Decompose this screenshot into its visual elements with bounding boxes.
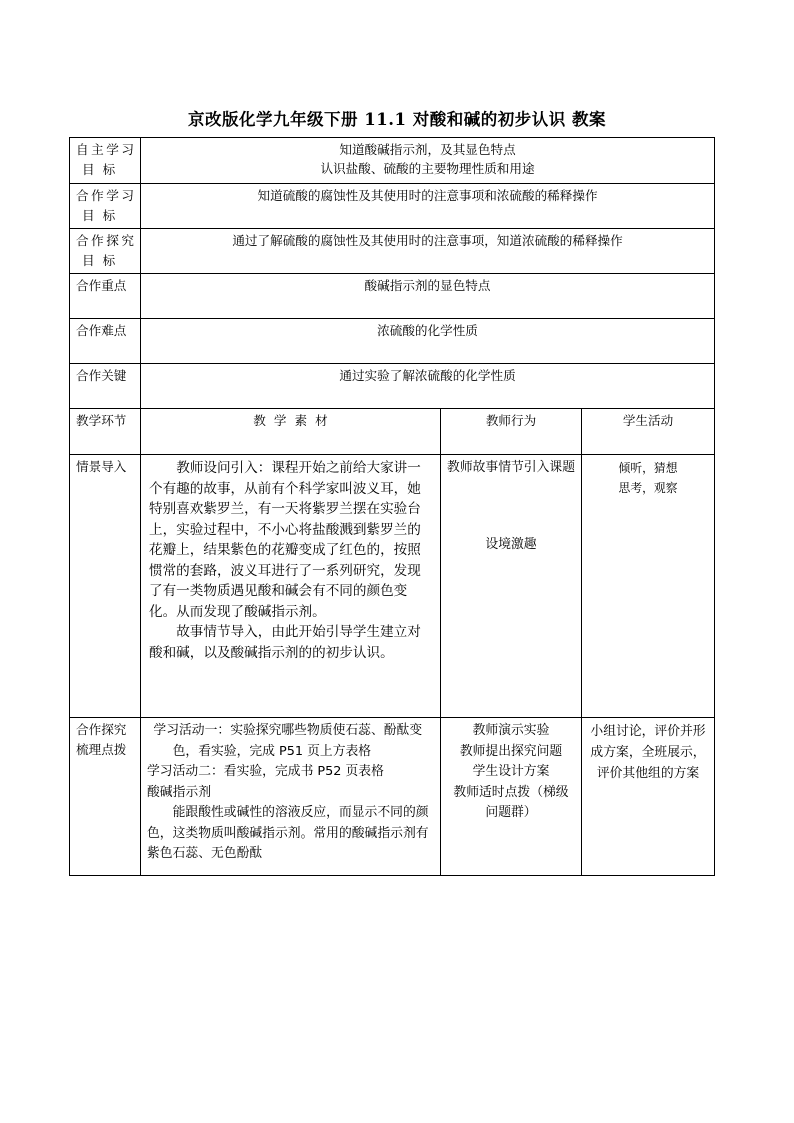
row-text: 浓硫酸的化学性质 xyxy=(377,323,478,338)
row-label-line2: 目标 xyxy=(82,208,124,223)
row-label: 合作难点 xyxy=(70,319,141,364)
row-label-line2: 目标 xyxy=(82,253,124,268)
row-content xyxy=(141,138,715,184)
student-cell xyxy=(582,718,715,876)
teacher-text: 教师演示实验 xyxy=(472,723,550,738)
activity-text: 酸碱指示剂 xyxy=(147,784,211,800)
table-header-row xyxy=(70,409,715,455)
student-cell xyxy=(582,455,715,718)
table-row xyxy=(70,455,715,718)
row-label xyxy=(70,184,141,229)
student-text: 小组讨论，评价并形成方案，全班展示，评价其他组的方案 xyxy=(590,724,706,781)
row-label-line1: 合作探究 xyxy=(76,722,127,737)
row-text: 认识盐酸、硫酸的主要物理性质和用途 xyxy=(320,161,535,176)
activity-text: 学习活动一：实验探究哪些物质使石蕊、酚酞变色，看实验，完成 P51 页上方表格 xyxy=(153,723,423,759)
table-row xyxy=(70,229,715,274)
row-label-line1: 自主学习 xyxy=(76,142,134,157)
row-text: 知道酸碱指示剂，及其显色特点 xyxy=(339,142,516,157)
table-row xyxy=(70,364,715,409)
table-row xyxy=(70,274,715,319)
lesson-plan-table xyxy=(69,137,715,876)
material-cell xyxy=(141,718,441,876)
header-cell: 教学环节 xyxy=(70,409,141,455)
teacher-text: 教师提出探究问题 xyxy=(459,743,563,759)
material-paragraph: 故事情节导入，由此开始引导学生建立对酸和碱，以及酸碱指示剂的的初步认识。 xyxy=(149,624,421,661)
student-text: 倾听，猜想 xyxy=(618,461,678,475)
table-row xyxy=(70,718,715,876)
header-cell: 教师行为 xyxy=(441,409,582,455)
student-text: 思考，观察 xyxy=(618,481,678,495)
table-row xyxy=(70,138,715,184)
header-cell: 教 学 素 材 xyxy=(141,409,441,455)
teacher-text: 学生设计方案 xyxy=(472,764,550,779)
row-label-line1: 合作探究 xyxy=(76,233,134,248)
row-label-line2: 梳理点拨 xyxy=(76,742,127,757)
activity-text: 能跟酸性或碱性的溶液反应，而显示不同的颜色，这类物质叫酸碱指示剂。常用的酸碱指示剂有紫色石蕊、无色酚酞 xyxy=(147,805,429,861)
row-label: 合作重点 xyxy=(70,274,141,319)
material-cell xyxy=(141,455,441,718)
row-content xyxy=(141,364,715,409)
row-text: 酸碱指示剂的显色特点 xyxy=(364,278,491,293)
page-title: 京改版化学九年级下册 11.1 对酸和碱的初步认识 教案 xyxy=(188,110,606,129)
row-text: 通过了解硫酸的腐蚀性及其使用时的注意事项，知道浓硫酸的稀释操作 xyxy=(232,233,623,248)
row-label: 情景导入 xyxy=(70,455,141,718)
row-content xyxy=(141,229,715,274)
material-paragraph: 教师设问引入：课程开始之前给大家讲一个有趣的故事，从前有个科学家叫波义耳，她特别喜欢紫罗兰，有一天将紫罗兰摆在实验台上，实验过程中，不小心将盐酸溅到紫罗兰的花瓣上，结果紫色的花瓣变成了红色的，按照惯常的套路，波义耳进行了一系列研究，发现了有一类物质遇见酸和碱会有不同的颜色变化。从而发现了酸碱指示剂。 xyxy=(149,460,421,620)
teacher-text: 教师适时点拨（梯级问题群） xyxy=(453,784,569,820)
row-label xyxy=(70,138,141,184)
activity-text: 学习活动二：看实验，完成书 P52 页表格 xyxy=(147,764,384,779)
row-text: 通过实验了解浓硫酸的化学性质 xyxy=(339,368,516,383)
teacher-text: 设境激趣 xyxy=(485,536,537,552)
row-text: 知道硫酸的腐蚀性及其使用时的注意事项和浓硫酸的稀释操作 xyxy=(257,188,598,203)
header-cell: 学生活动 xyxy=(582,409,715,455)
teacher-cell xyxy=(441,455,582,718)
table-row xyxy=(70,184,715,229)
row-content xyxy=(141,184,715,229)
row-content xyxy=(141,274,715,319)
row-label xyxy=(70,718,141,876)
teacher-cell xyxy=(441,718,582,876)
row-label-line2: 目标 xyxy=(82,162,124,177)
row-label: 合作关键 xyxy=(70,364,141,409)
row-content xyxy=(141,319,715,364)
table-row xyxy=(70,319,715,364)
row-label xyxy=(70,229,141,274)
teacher-text: 教师故事情节引入课题 xyxy=(447,460,575,475)
row-label-line1: 合作学习 xyxy=(76,188,134,203)
